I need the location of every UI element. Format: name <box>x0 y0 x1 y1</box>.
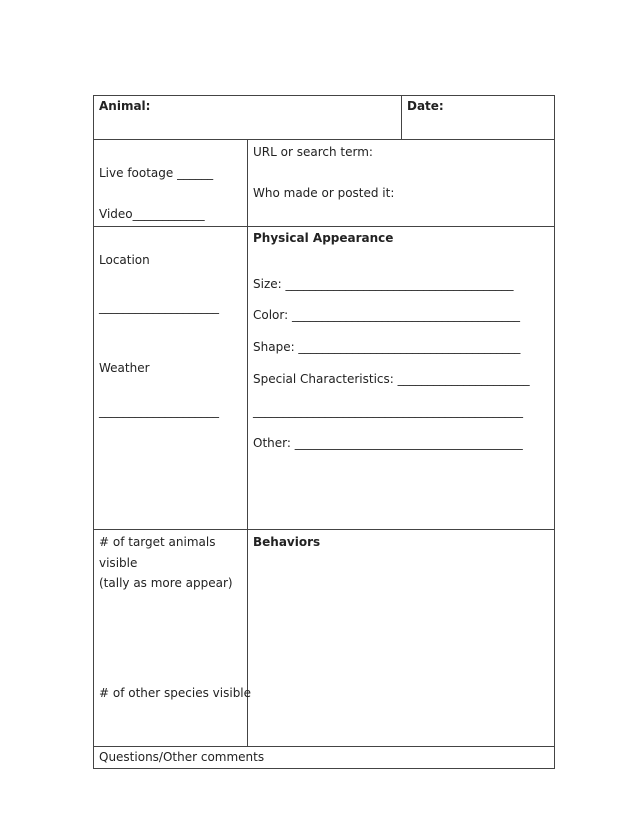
table-top-border <box>93 95 555 96</box>
live-footage-field: Live footage ______ <box>99 166 214 180</box>
other-field: Other: ______________________________________ <box>253 436 523 450</box>
shape-field: Shape: _____________________________________ <box>253 340 521 354</box>
row-divider-1 <box>93 139 555 140</box>
row-divider-4 <box>93 746 555 747</box>
animal-label: Animal: <box>99 99 151 113</box>
table-right-border <box>554 95 555 769</box>
color-field: Color: ______________________________________ <box>253 308 520 322</box>
location-blank: ____________________ <box>99 300 219 314</box>
other-species-label: # of other species visible <box>99 686 252 700</box>
table-bottom-border <box>93 768 555 769</box>
weather-label: Weather <box>99 361 150 375</box>
row-divider-2 <box>93 226 555 227</box>
special-characteristics-continued: _____________________________________________ <box>253 404 523 418</box>
who-made-label: Who made or posted it: <box>253 186 395 200</box>
questions-comments-label: Questions/Other comments <box>99 750 265 764</box>
row-divider-3 <box>93 529 555 530</box>
target-animals-line3: (tally as more appear) <box>99 576 233 590</box>
weather-blank: ____________________ <box>99 404 219 418</box>
behaviors-heading: Behaviors <box>253 535 321 549</box>
header-column-divider <box>401 95 402 140</box>
location-label: Location <box>99 253 150 267</box>
table-left-border <box>93 95 94 769</box>
target-animals-line2: visible <box>99 556 138 570</box>
url-label: URL or search term: <box>253 145 373 159</box>
date-label: Date: <box>407 99 444 113</box>
video-field: Video____________ <box>99 207 205 221</box>
target-animals-line1: # of target animals <box>99 535 216 549</box>
body-column-divider <box>247 139 248 747</box>
special-characteristics-field: Special Characteristics: ______________________ <box>253 372 530 386</box>
size-field: Size: ______________________________________ <box>253 277 514 291</box>
physical-appearance-heading: Physical Appearance <box>253 231 394 245</box>
